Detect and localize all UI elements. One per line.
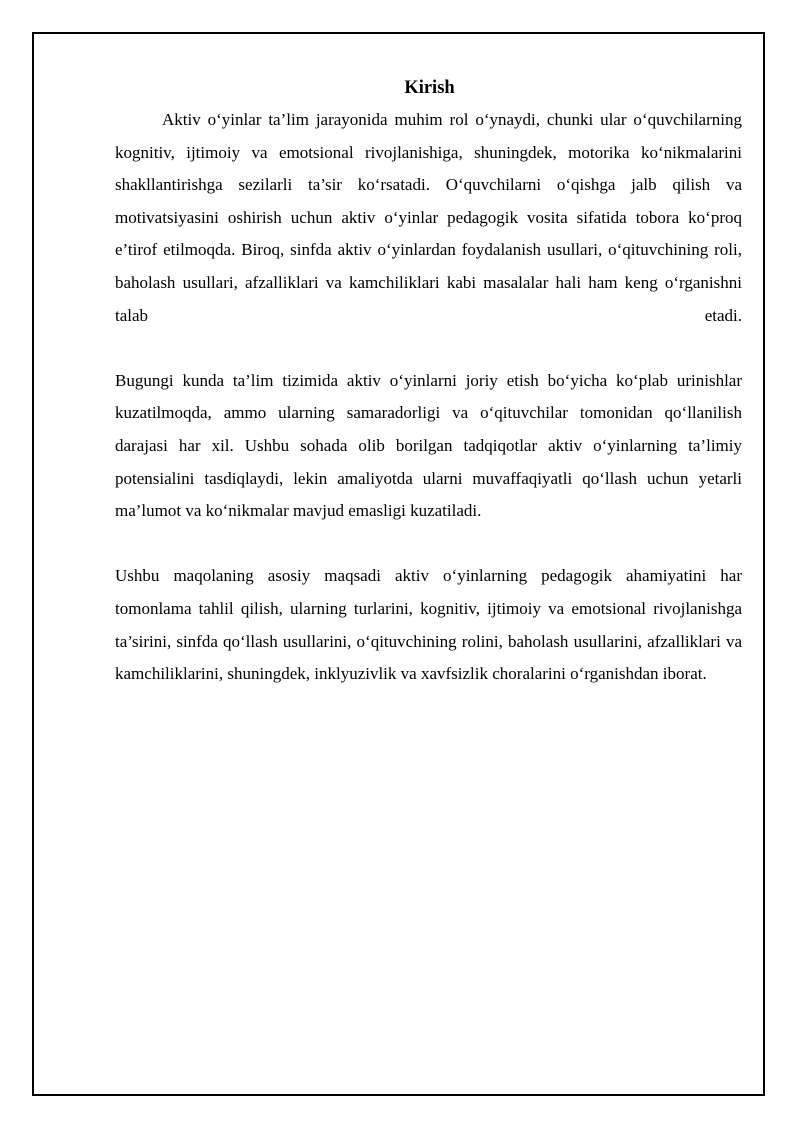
paragraph-current-state: Bugungi kunda ta’lim tizimida aktiv o‘yinlarni joriy etish bo‘yicha ko‘plab urinishlar kuzatilmoqda, ammo ularning samaradorligi va o‘qituvchilar tomonidan qo‘llanilish darajasi har xil. Ushbu sohada olib borilgan tadqiqotlar aktiv o‘yinlarning ta’limiy potensialini tasdiqlaydi, lekin amaliyotda ularni muvaffaqiyatli qo‘llash uchun yetarli ma’lumot va ko‘nikmalar mavjud emasligi kuzatiladi. [115, 370, 742, 521]
paragraph-spacer [115, 528, 742, 561]
paragraph-introduction: Aktiv o‘yinlar ta’lim jarayonida muhim rol o‘ynaydi, chunki ular o‘quvchilarning kognitiv, ijtimoiy va emotsional rivojlanishiga, shuningdek, motorika ko‘nikmalarini shakllantirishga sezilarli ta’sir ko‘rsatadi. O‘quvchilarni o‘qishga jalb qilish va motivatsiyasini oshirish uchun aktiv o‘yinlar pedagogik vosita sifatida tobora ko‘proq e’tirof etilmoqda. Biroq, sinfda aktiv o‘yinlardan foydalanish usullari, o‘qituvchining roli, baholash usullari, afzalliklari va kamchiliklari kabi masalalar hali ham keng o‘rganishni talab etadi. [115, 110, 742, 325]
paragraph-spacer [115, 332, 742, 365]
document-body [115, 74, 742, 691]
document-title: Kirish [404, 78, 455, 98]
paragraph-article-goal: Ushbu maqolaning asosiy maqsadi aktiv o‘yinlarning pedagogik ahamiyatini har tomonlama tahlil qilish, ularning turlarini, kognitiv, ijtimoiy va emotsional rivojlanishga ta’sirini, sinfda qo‘llash usullarini, o‘qituvchining rolini, baholash usullarini, afzalliklari va kamchiliklarini, shuningdek, inklyuzivlik va xavfsizlik choralarini o‘rganishdan iborat. [115, 566, 742, 684]
